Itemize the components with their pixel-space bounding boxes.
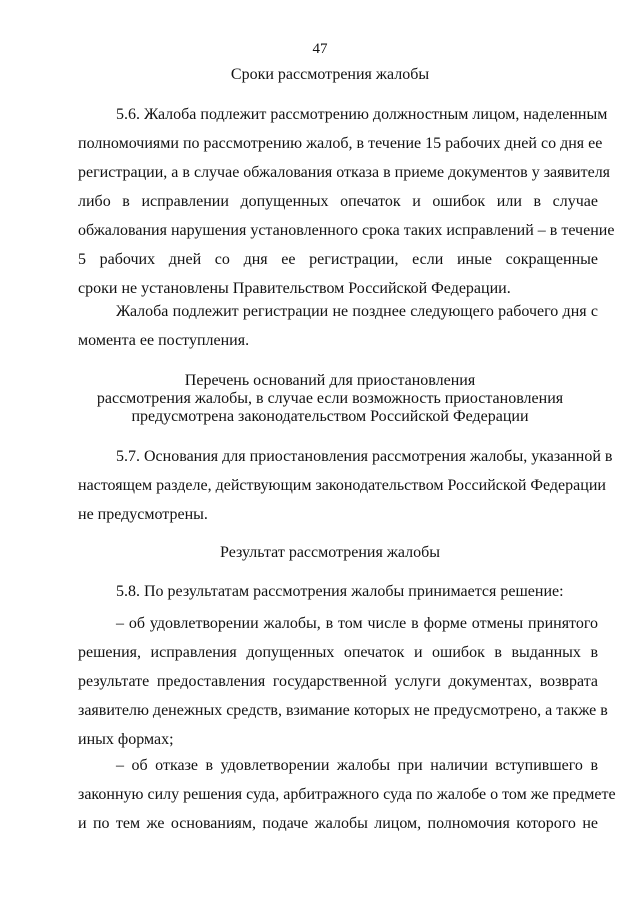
text-line: регистрации, а в случае обжалования отказа в приеме документов у заявителя	[78, 164, 611, 181]
text-line: законную силу решения суда, арбитражного суда по жалобе о том же предмете	[78, 786, 616, 803]
text-line: сроки не установлены Правительством Российской Федерации.	[78, 280, 511, 297]
text-line: не предусмотрены.	[78, 506, 208, 523]
text-line: – об удовлетворении жалобы, в том числе в форме отмены принятого	[116, 615, 598, 632]
paragraph-5-8	[78, 577, 598, 606]
page-number: 47	[312, 41, 328, 57]
paragraph-registration	[78, 297, 598, 355]
text-line: момента ее поступления.	[78, 332, 250, 349]
text-line: и по тем же основаниям, подаче жалобы лицом, полномочия которого не	[78, 815, 598, 832]
text-line: 5.6. Жалоба подлежит рассмотрению должностным лицом, наделенным	[116, 106, 608, 123]
text-line: иных формах;	[78, 731, 174, 748]
heading-line: Сроки рассмотрения жалобы	[230, 66, 430, 83]
text-line: 5.8. По результатам рассмотрения жалобы принимается решение:	[116, 583, 564, 600]
paragraph-5-6	[78, 100, 615, 303]
paragraph-5-7	[78, 442, 613, 529]
text-line: 5 рабочих дней со дня ее регистрации, если иные сокращенные	[78, 251, 598, 268]
heading-line: рассмотрения жалобы, в случае если возможность приостановления	[96, 390, 564, 407]
list-item-refuse	[78, 751, 616, 838]
text-line: заявителю денежных средств, взимание которых не предусмотрено, а также в	[78, 702, 608, 719]
text-line: – об отказе в удовлетворении жалобы при наличии вступившего в	[116, 757, 598, 774]
heading-line: Перечень оснований для приостановления	[184, 372, 476, 389]
text-line: Жалоба подлежит регистрации не позднее следующего рабочего дня с	[116, 303, 598, 320]
section-heading	[60, 372, 600, 426]
text-line: результате предоставления государственной услуги документах, возврата	[78, 673, 598, 690]
text-line: настоящем разделе, действующим законодательством Российской Федерации	[78, 477, 606, 494]
text-line: решения, исправления допущенных опечаток и ошибок в выданных в	[78, 644, 598, 661]
section-heading	[60, 66, 600, 84]
list-item-satisfy	[78, 609, 608, 754]
text-line: обжалования нарушения установленного срока таких исправлений – в течение	[78, 222, 615, 239]
heading-line: предусмотрена законодательством Российской Федерации	[131, 408, 529, 425]
heading-line: Результат рассмотрения жалобы	[220, 544, 440, 561]
text-line: полномочиями по рассмотрению жалоб, в течение 15 рабочих дней со дня ее	[78, 135, 603, 152]
text-line: либо в исправлении допущенных опечаток и ошибок или в случае	[78, 193, 598, 210]
section-heading	[60, 544, 600, 562]
text-line: 5.7. Основания для приостановления рассмотрения жалобы, указанной в	[116, 448, 613, 465]
